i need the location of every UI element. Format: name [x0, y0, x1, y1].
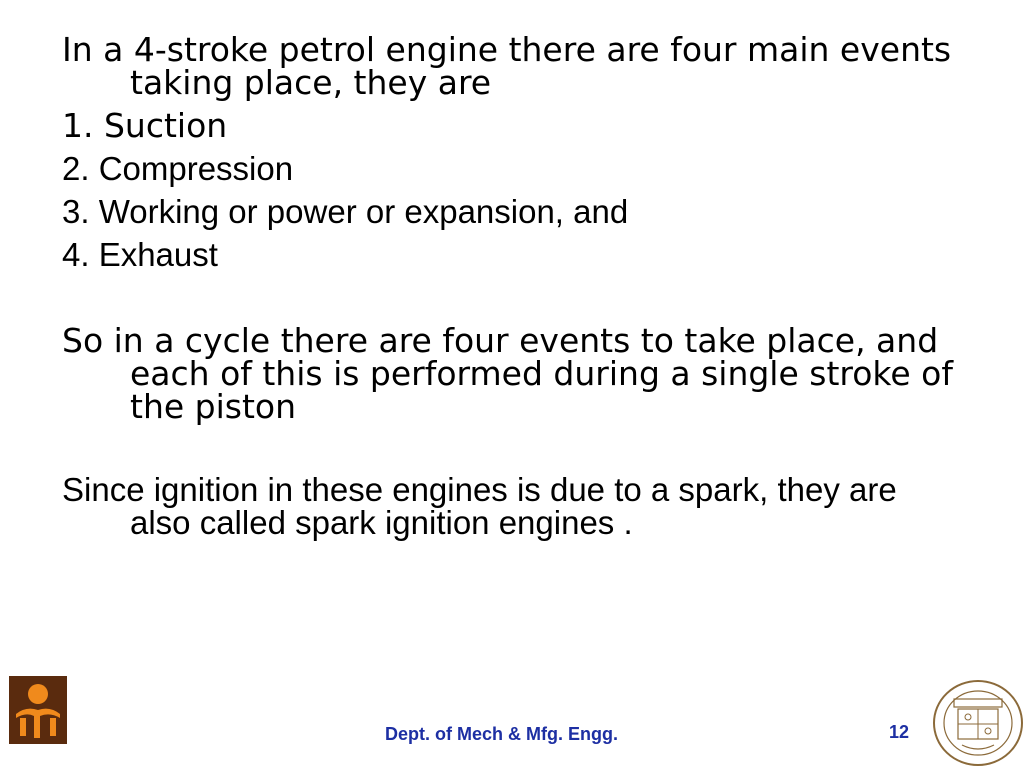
slide-content [62, 30, 962, 539]
institute-emblem-icon [932, 673, 1024, 768]
event-item-compression: 2. Compression [62, 150, 294, 187]
institute-emblem [932, 673, 1024, 768]
manipal-logo-icon [6, 664, 72, 768]
event-item-exhaust: 4. Exhaust [62, 236, 218, 273]
cycle-paragraph: So in a cycle there are four events to take place, and each of this is performed during a single stroke of the piston [62, 321, 953, 426]
spark-paragraph: Since ignition in these engines is due to a spark, they are also called spark ignition engines . [62, 471, 897, 541]
manipal-logo [6, 664, 72, 768]
footer-department: Dept. of Mech & Mfg. Engg. [385, 724, 618, 744]
event-item-working: 3. Working or power or expansion, and [62, 193, 629, 230]
event-item-suction: 1. Suction [62, 106, 228, 145]
intro-paragraph: In a 4-stroke petrol engine there are four main events taking place, they are [62, 30, 952, 102]
footer-page-number: 12 [889, 722, 910, 742]
